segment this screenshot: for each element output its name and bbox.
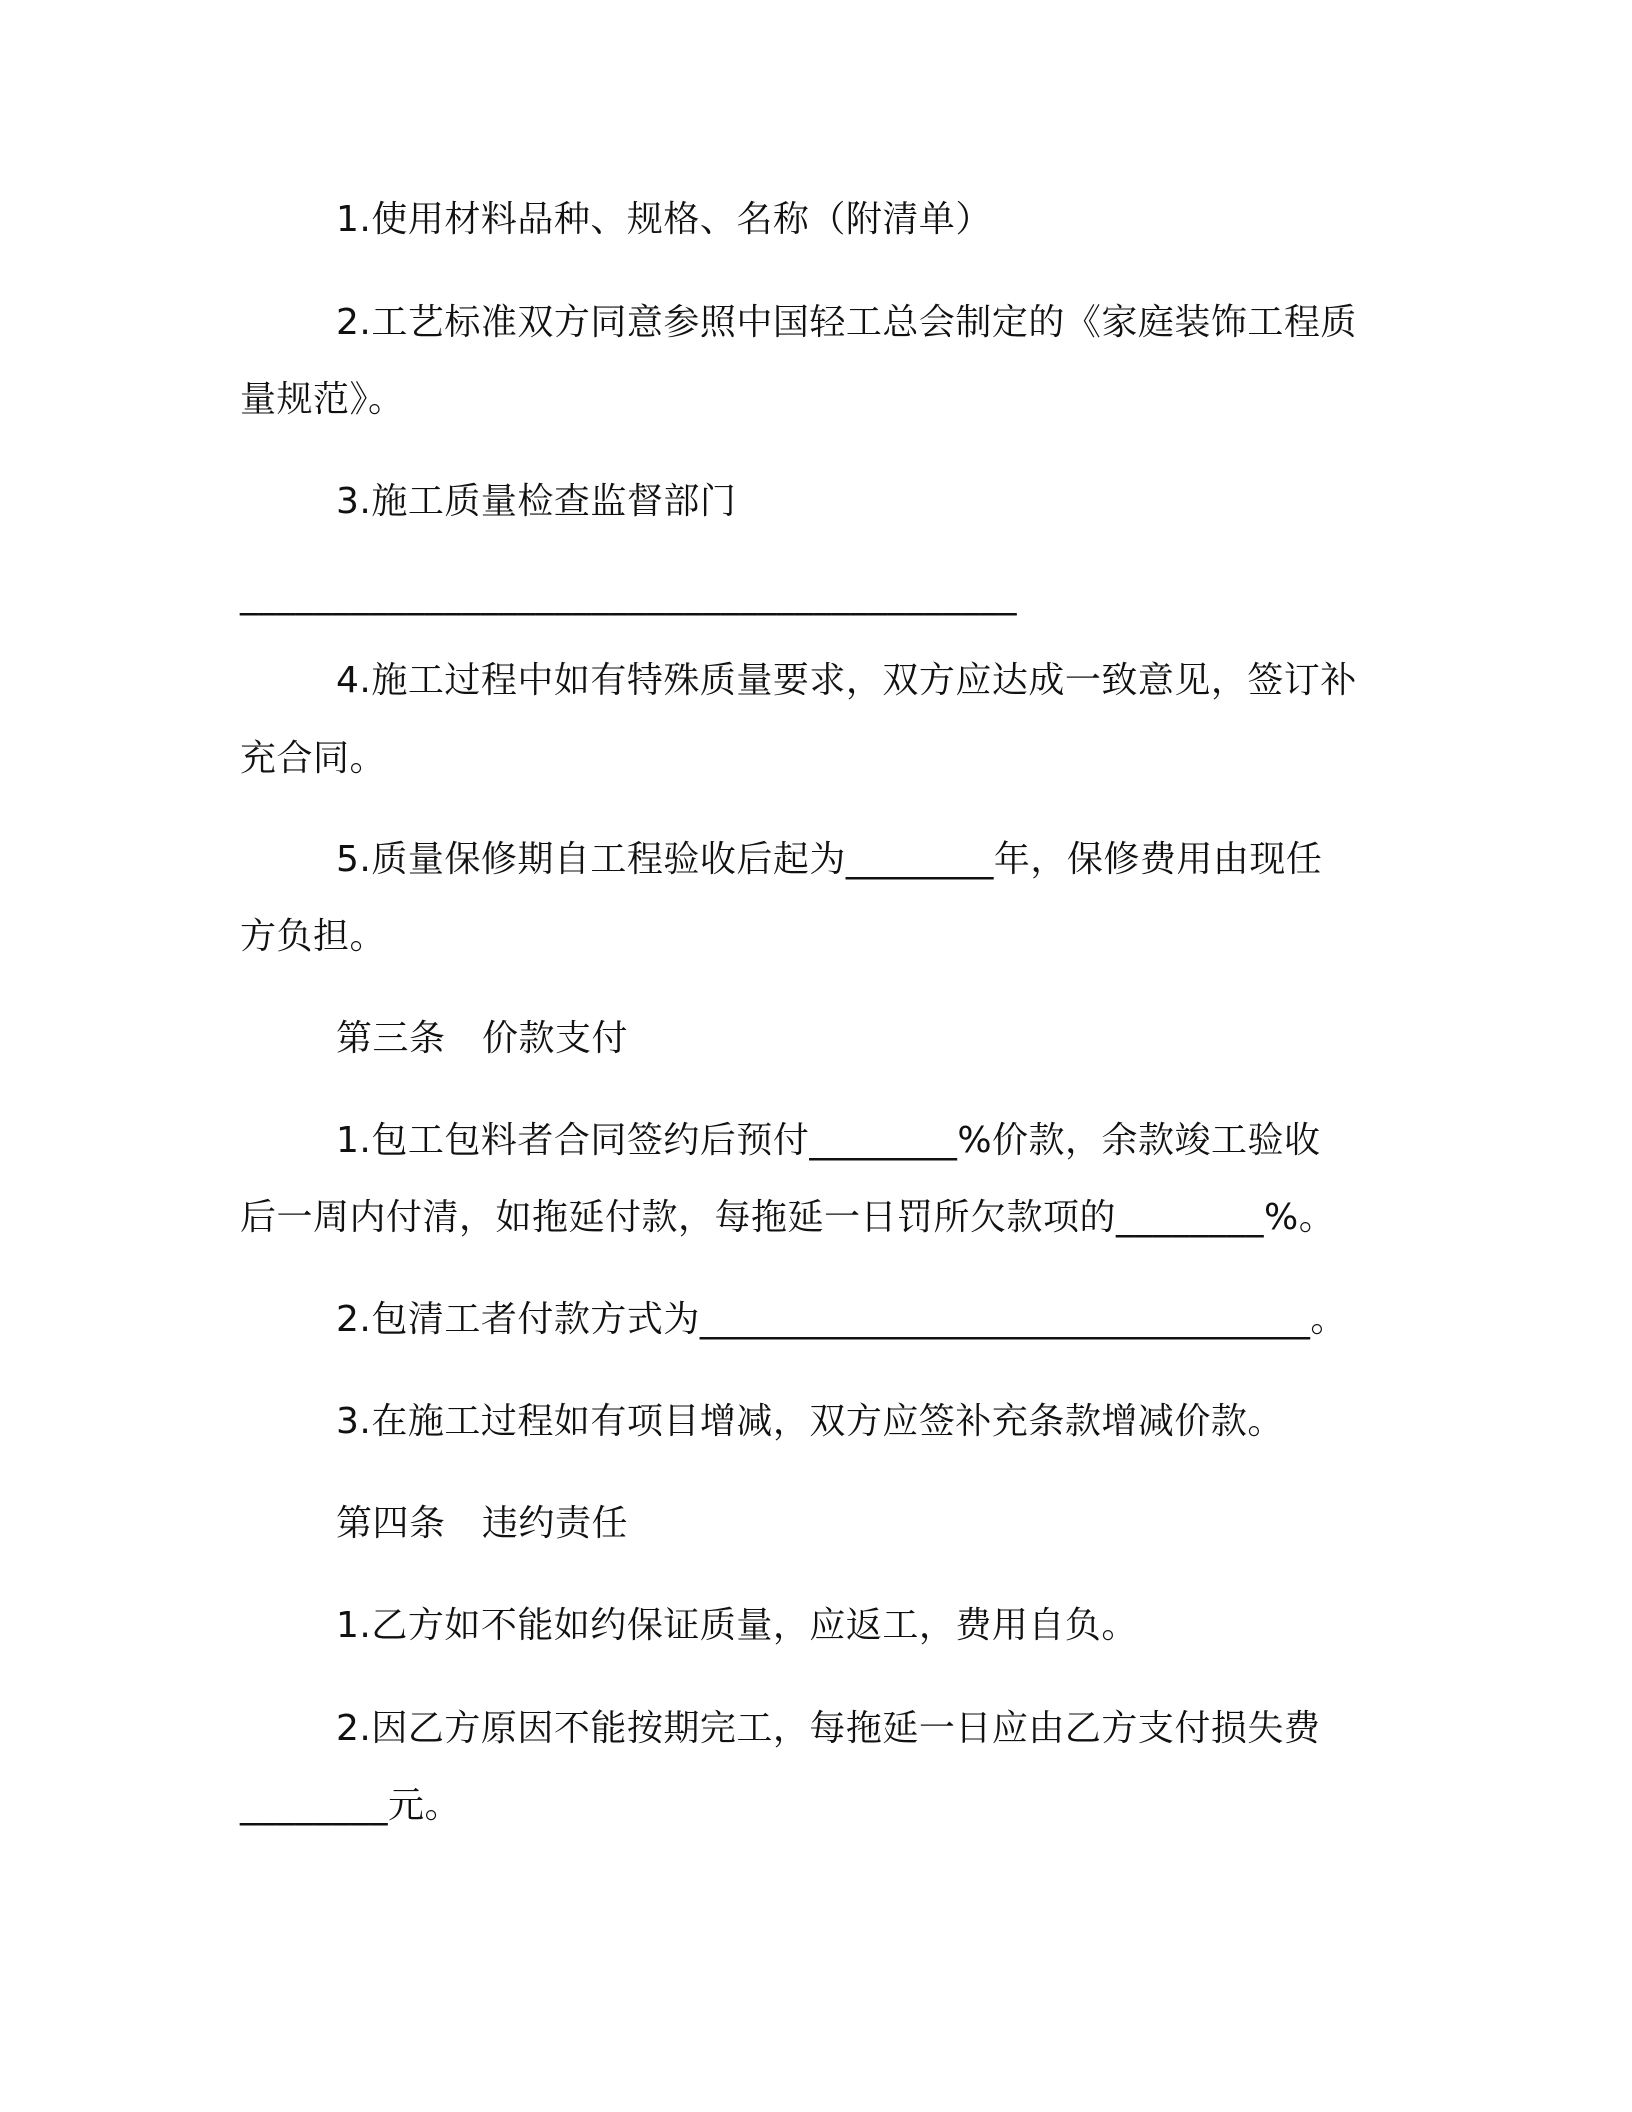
clause-2-item-1: 1.使用材料品种、规格、名称（附清单） [336, 199, 992, 240]
clause-2-item-3: 3.施工质量检查监督部门 [336, 481, 737, 522]
clause-3-item-2: 2.包清工者付款方式为_________________________________。 [336, 1299, 1347, 1340]
clause-2-item-5-line-2: 方负担。 [240, 916, 387, 957]
clause-3-item-3: 3.在施工过程如有项目增减，双方应签补充条款增减价款。 [336, 1401, 1284, 1442]
clause-2-item-4-line-1: 4.施工过程中如有特殊质量要求，双方应达成一致意见，签订补 [336, 660, 1357, 701]
clause-2-item-2-line-1: 2.工艺标准双方同意参照中国轻工总会制定的《家庭装饰工程质 [336, 302, 1357, 343]
clause-4-heading: 第四条 违约责任 [336, 1503, 629, 1544]
clause-2-item-5-line-1: 5.质量保修期自工程验收后起为________年，保修费用由现任 [336, 839, 1323, 880]
clause-2-item-4-line-2: 充合同。 [240, 738, 387, 779]
clause-4-item-2-line-2: ________元。 [240, 1785, 462, 1826]
clause-4-item-2-line-1: 2.因乙方原因不能按期完工，每拖延一日应由乙方支付损失费 [336, 1708, 1321, 1749]
clause-3-item-1-line-1: 1.包工包料者合同签约后预付________%价款，余款竣工验收 [336, 1120, 1321, 1161]
clause-3-heading: 第三条 价款支付 [336, 1018, 629, 1059]
clause-2-item-2-line-2: 量规范》。 [240, 379, 405, 420]
blank-fill-line: __________________________________________ [240, 575, 1017, 616]
clause-3-item-1-line-2: 后一周内付清，如拖延付款，每拖延一日罚所欠款项的________%。 [240, 1197, 1336, 1238]
clause-4-item-1: 1.乙方如不能如约保证质量，应返工，费用自负。 [336, 1605, 1138, 1646]
